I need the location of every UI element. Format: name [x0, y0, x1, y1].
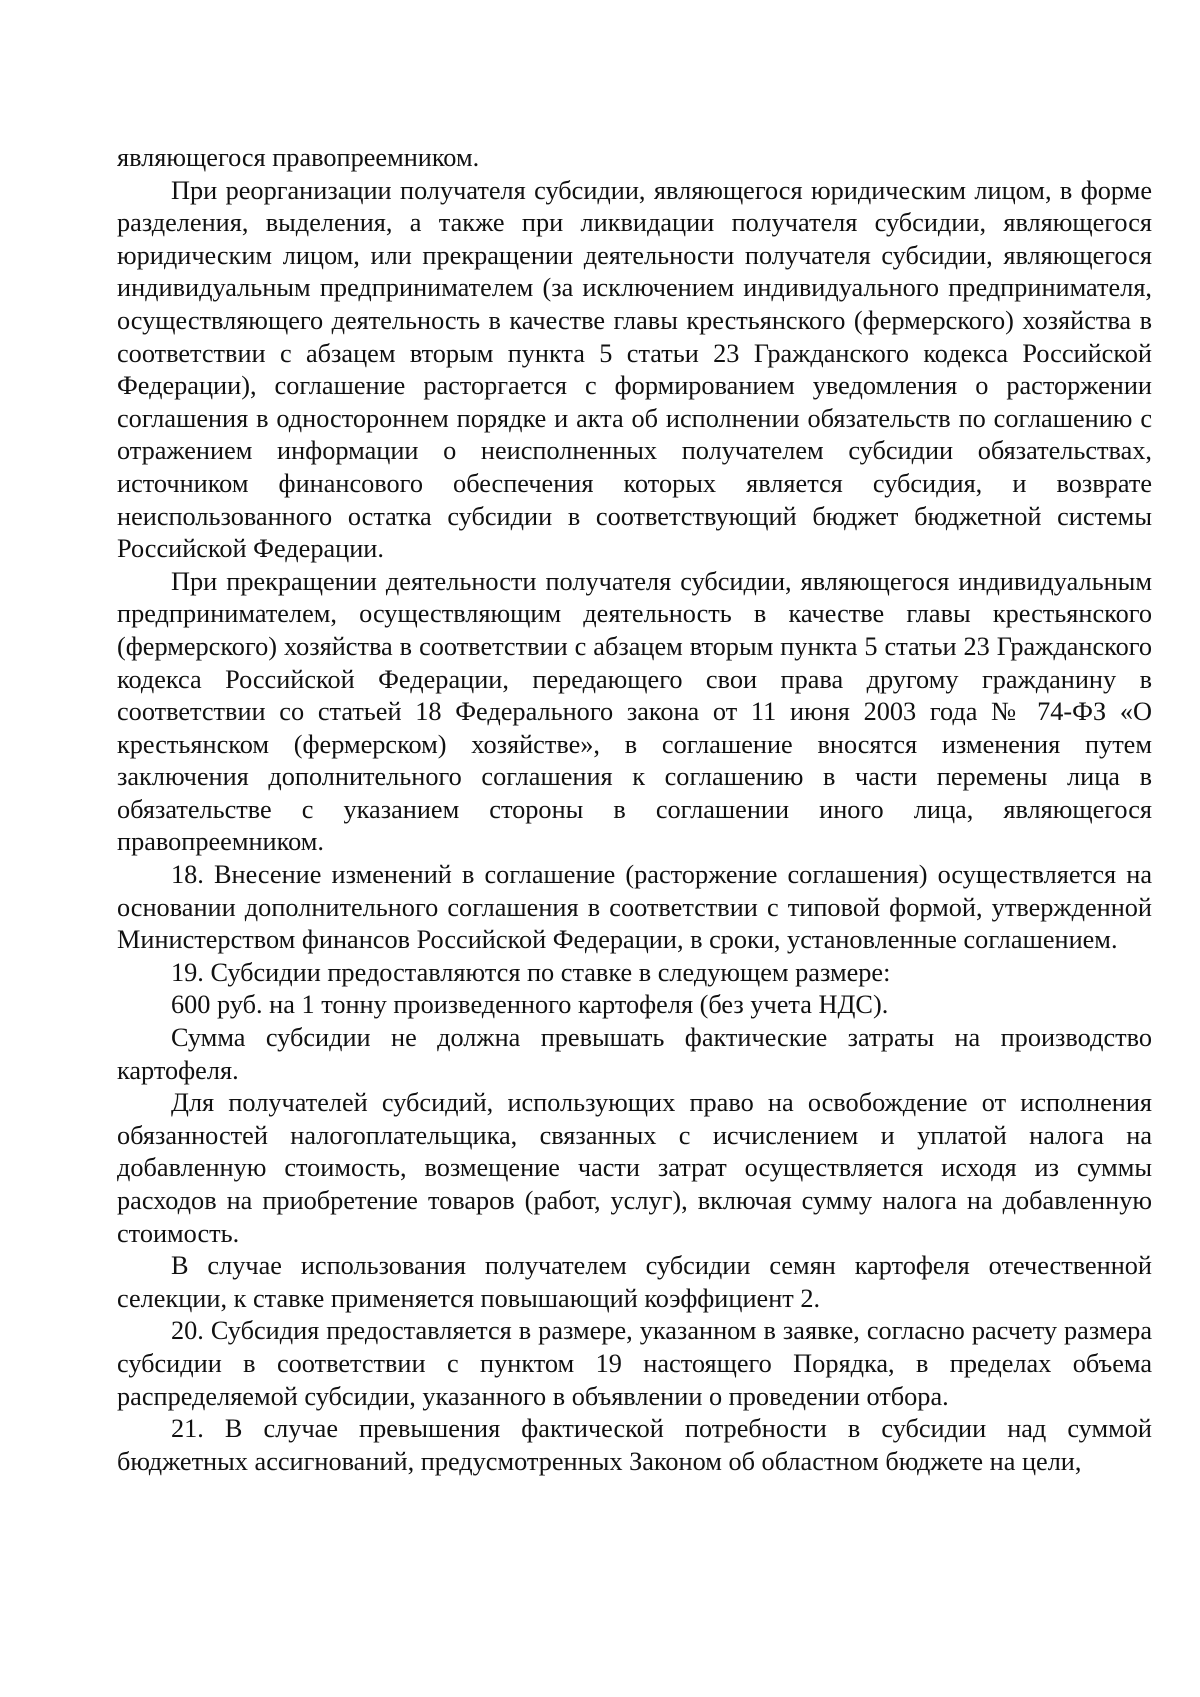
paragraph-domestic-seeds: В случае использования получателем субсидии семян картофеля отечественной селекции, к ставке применяется повышающий коэффициент 2.	[117, 1251, 1152, 1313]
paragraph-clause-19: 19. Субсидии предоставляются по ставке в следующем размере:	[171, 957, 891, 987]
paragraph-termination: При прекращении деятельности получателя субсидии, являющегося индивидуальным предпринимателем, осуществляющим деятельность в качестве главы крестьянского (фермерского) хозяйства в соответствии с абзацем вторым пункта 5 статьи 23 Гражданского кодекса Российской Федерации, передающего свои права другому гражданину в соответствии со статьей 18 Федерального закона от 11 июня 2003 года № 74-ФЗ «О крестьянском (фермерском) хозяйстве», в соглашение вносятся изменения путем заключения дополнительного соглашения к соглашению в части перемены лица в обязательстве с указанием стороны в соглашении иного лица, являющегося правопреемником.	[117, 566, 1152, 857]
paragraph-clause-20: 20. Субсидия предоставляется в размере, указанном в заявке, согласно расчету размера субсидии в соответствии с пунктом 19 настоящего Порядка, в пределах объема распределяемой субсидии, указанного в объявлении о проведении отбора.	[117, 1316, 1152, 1411]
paragraph-vat-exemption: Для получателей субсидий, использующих право на освобождение от исполнения обязанностей налогоплательщика, связанных с исчислением и уплатой налога на добавленную стоимость, возмещение части затрат осуществляется исходя из суммы расходов на приобретение товаров (работ, услуг), включая сумму налога на добавленную стоимость.	[117, 1088, 1152, 1248]
paragraph-continuation: являющегося правопреемником.	[117, 143, 480, 172]
paragraph-clause-18: 18. Внесение изменений в соглашение (расторжение соглашения) осуществляется на основании дополнительного соглашения в соответствии с типовой формой, утвержденной Министерством финансов Российской Федерации, в сроки, установленные соглашением.	[117, 860, 1152, 955]
paragraph-clause-21: 21. В случае превышения фактической потребности в субсидии над суммой бюджетных ассигнований, предусмотренных Законом об областном бюджете на цели,	[117, 1414, 1152, 1476]
document-body	[117, 142, 1152, 1478]
paragraph-reorganization: При реорганизации получателя субсидии, являющегося юридическим лицом, в форме разделения, выделения, а также при ликвидации получателя субсидии, являющегося юридическим лицом, или прекращении деятельности получателя субсидии, являющегося индивидуальным предпринимателем (за исключением индивидуального предпринимателя, осуществляющего деятельность в качестве главы крестьянского (фермерского) хозяйства в соответствии с абзацем вторым пункта 5 статьи 23 Гражданского кодекса Российской Федерации), соглашение расторгается с формированием уведомления о расторжении соглашения в одностороннем порядке и акта об исполнении обязательств по соглашению с отражением информации о неисполненных получателем субсидии обязательствах, источником финансового обеспечения которых является субсидия, и возврате неиспользованного остатка субсидии в соответствующий бюджет бюджетной системы Российской Федерации.	[117, 175, 1152, 564]
paragraph-subsidy-limit: Сумма субсидии не должна превышать фактические затраты на производство картофеля.	[117, 1023, 1152, 1085]
paragraph-rate: 600 руб. на 1 тонну произведенного картофеля (без учета НДС).	[171, 990, 889, 1020]
